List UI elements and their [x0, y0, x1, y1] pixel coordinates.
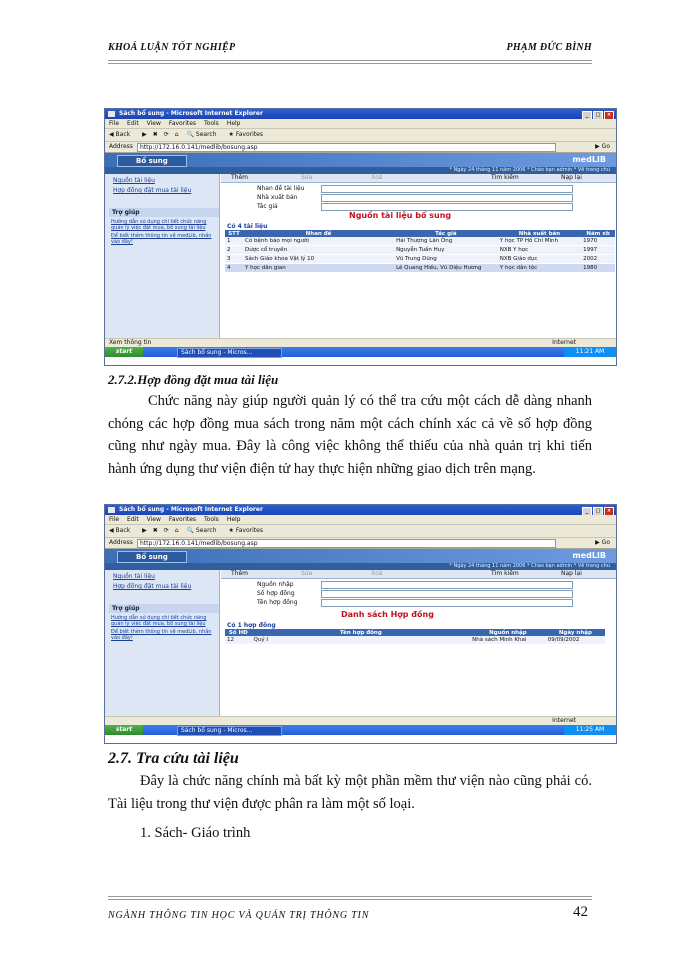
list-heading: Danh sách Hợp đồng [341, 610, 434, 619]
status-zone: Internet [552, 717, 576, 724]
address-input[interactable]: http://172.16.0.141/medlib/bosung.asp [137, 143, 556, 152]
header-right: PHẠM ĐỨC BÌNH [506, 42, 592, 53]
field-label-title: Nhan đề tài liệu [257, 185, 305, 192]
contract-name-input[interactable] [321, 599, 573, 607]
favorites-button[interactable]: ★ Favorites [228, 131, 263, 138]
window-title: Sách bổ sung - Microsoft Internet Explorer [119, 110, 263, 117]
start-button[interactable]: start [105, 347, 143, 357]
table-row[interactable] [225, 264, 615, 273]
table-cell: 1 [225, 237, 243, 246]
back-button[interactable]: ◀ Back [109, 131, 131, 138]
table-cell: Nhà sách Minh Khai [470, 636, 546, 645]
section-paragraph-contracts: Chức năng này giúp người quản lý có thể tra cứu một cách dễ dàng nhanh chóng các hợp đồng mua sách trong năm một cách chính xác cả về số hợp đồng cũng như ngày mua. Đây là công việc không thể thiếu của nhà quản trị khi tiến hành ứng dụng thư viện điện tử hay thực hiện những giao dịch trên mạng. [108, 393, 592, 477]
action-tabs [221, 174, 616, 183]
sidebar [105, 570, 220, 716]
tab-delete[interactable]: Xoá [371, 174, 383, 181]
table-header [225, 230, 615, 237]
col-header: Nhà xuất bản [498, 230, 581, 237]
table-cell: 4 [225, 264, 243, 273]
date-bar: * Ngày 24 tháng 11 năm 2006 * Chào bạn admin * Về trang chủ [105, 167, 616, 174]
tab-search[interactable]: Tìm kiếm [491, 570, 519, 577]
help-link-info[interactable]: Để biết thêm thông tin về medLib, nhấn vào đây! [111, 233, 212, 245]
table-cell: NXB Y học [498, 246, 581, 255]
tab-add[interactable]: Thêm [231, 174, 249, 181]
search-button[interactable]: 🔍 Search [186, 527, 217, 534]
result-count: Có 4 tài liệu [227, 223, 268, 230]
action-tabs [221, 570, 616, 579]
status-bar [105, 716, 616, 725]
title-input[interactable] [321, 185, 573, 193]
field-label-contract-name: Tên hợp đồng [257, 599, 298, 606]
table-cell: Y học dân tộc [498, 264, 581, 273]
status-text: Xem thông tin [109, 339, 152, 346]
banner-title: Bổ sung [117, 155, 187, 167]
window-title: Sách bổ sung - Microsoft Internet Explorer [119, 506, 263, 513]
publisher-input[interactable] [321, 194, 573, 202]
app-banner [105, 549, 616, 563]
help-title: Trợ giúp [109, 604, 219, 613]
help-link-guide[interactable]: Hướng dẫn sử dụng chi tiết chức năng quản lý việc đặt mua, bổ sung tài liệu [111, 615, 207, 627]
tab-edit[interactable]: Sửa [301, 570, 313, 577]
close-button[interactable]: × [604, 507, 614, 516]
table-cell: Sách Giáo khoa Vật lý 10 [243, 255, 394, 264]
maximize-button[interactable]: □ [593, 507, 603, 516]
sidebar-item-sources[interactable]: Nguồn tài liệu [113, 573, 155, 580]
field-label-contract-no: Số hợp đồng [257, 590, 295, 597]
start-button[interactable]: start [105, 725, 143, 735]
source-input[interactable] [321, 581, 573, 589]
sidebar-item-contracts[interactable]: Hợp đồng đặt mua tài liệu [113, 187, 192, 194]
table-cell: 2 [225, 246, 243, 255]
menu-help[interactable]: Help [226, 516, 241, 523]
taskbar-item[interactable]: Sách bổ sung - Micros... [177, 348, 282, 358]
address-input[interactable]: http://172.16.0.141/medlib/bosung.asp [137, 539, 556, 548]
contracts-table [225, 629, 605, 645]
menu-tools[interactable]: Tools [204, 516, 219, 523]
go-button[interactable]: ▶ Go [595, 539, 610, 546]
table-cell: 09/09/2002 [546, 636, 605, 645]
address-bar [105, 142, 616, 153]
status-zone: Internet [552, 339, 576, 346]
table-row[interactable] [225, 246, 615, 255]
tab-reload[interactable]: Nạp lại [561, 570, 582, 577]
tab-edit[interactable]: Sửa [301, 174, 313, 181]
field-label-source: Nguồn nhập [257, 581, 294, 588]
minimize-button[interactable]: _ [582, 111, 592, 120]
medlib-logo: medLIB [572, 155, 606, 164]
main-panel [221, 174, 616, 338]
col-header: STT [225, 230, 243, 237]
close-button[interactable]: × [604, 111, 614, 120]
table-cell: Cỏ bệnh báo mọi người [243, 237, 394, 246]
page-header [108, 42, 592, 58]
screenshot-1 [104, 108, 617, 366]
header-rule [108, 60, 592, 64]
section-heading-contracts: 2.7.2.Hợp đồng đặt mua tài liệu [108, 372, 279, 387]
go-button[interactable]: ▶ Go [595, 143, 610, 150]
author-input[interactable] [321, 203, 573, 211]
forward-button[interactable]: ▶ [142, 527, 147, 534]
table-cell: Y học dân gian [243, 264, 394, 273]
forward-button[interactable]: ▶ [142, 131, 147, 138]
menu-help[interactable]: Help [226, 120, 241, 127]
taskbar-item[interactable]: Sách bổ sung - Micros... [177, 726, 282, 736]
result-count: Có 1 hợp đồng [227, 622, 276, 629]
table-cell: 2002 [581, 255, 615, 264]
toolbar [105, 525, 616, 538]
taskbar [105, 347, 616, 357]
col-header: Số HĐ [225, 629, 252, 636]
favorites-button[interactable]: ★ Favorites [228, 527, 263, 534]
col-header: Ngày nhập [546, 629, 605, 636]
table-row[interactable] [225, 237, 615, 246]
results-table [225, 230, 615, 273]
table-row[interactable] [225, 255, 615, 264]
table-cell: Y học TP Hồ Chí Minh [498, 237, 581, 246]
medlib-logo: medLIB [572, 551, 606, 560]
stop-icon[interactable]: ✖ [152, 131, 158, 138]
ie-icon [108, 507, 115, 513]
page-number: 42 [573, 904, 588, 920]
table-cell: 1970 [581, 237, 615, 246]
footer-text: NGÀNH THÔNG TIN HỌC VÀ QUẢN TRỊ THÔNG TIN [108, 910, 370, 921]
table-cell: 1980 [581, 264, 615, 273]
clock: 11:25 AM [564, 725, 616, 735]
menu-file[interactable]: File [109, 120, 120, 127]
field-label-author: Tác giả [257, 203, 278, 210]
maximize-button[interactable]: □ [593, 111, 603, 120]
status-bar [105, 338, 616, 347]
footer-rule [108, 896, 592, 900]
list-heading: Nguồn tài liệu bổ sung [349, 211, 452, 220]
date-bar: * Ngày 24 tháng 11 năm 2006 * Chào bạn admin * Về trang chủ [105, 563, 616, 570]
col-header: Nguồn nhập [470, 629, 546, 636]
col-header: Tên hợp đồng [252, 629, 471, 636]
clock: 11:21 AM [564, 347, 616, 357]
menu-favorites[interactable]: Favorites [168, 516, 197, 523]
refresh-icon[interactable]: ⟳ [163, 527, 169, 534]
sidebar [105, 174, 220, 338]
tab-add[interactable]: Thêm [231, 570, 249, 577]
field-label-publisher: Nhà xuất bản [257, 194, 298, 201]
address-bar [105, 538, 616, 549]
title-bar [105, 109, 616, 119]
table-cell: 3 [225, 255, 243, 264]
list-item-books: 1. Sách- Giáo trình [140, 825, 251, 841]
section-paragraph-lookup: Đây là chức năng chính mà bất kỳ một phần mềm thư viện nào cũng phải có. Tài liệu trong thư viện được phân ra làm một số loại. [108, 773, 592, 812]
menu-view[interactable]: View [146, 120, 161, 127]
help-title: Trợ giúp [109, 208, 219, 217]
main-panel [221, 570, 616, 716]
minimize-button[interactable]: _ [582, 507, 592, 516]
table-cell: Nguyễn Tuấn Huy [394, 246, 498, 255]
menu-view[interactable]: View [146, 516, 161, 523]
menu-edit[interactable]: Edit [127, 516, 139, 523]
col-header: Nhan đề [243, 230, 394, 237]
page-content [105, 570, 616, 716]
menu-edit[interactable]: Edit [127, 120, 139, 127]
table-cell: Vũ Trung Dũng [394, 255, 498, 264]
tab-reload[interactable]: Nạp lại [561, 174, 582, 181]
toolbar [105, 129, 616, 142]
back-button[interactable]: ◀ Back [109, 527, 131, 534]
contract-no-input[interactable] [321, 590, 573, 598]
screenshot-2 [104, 504, 617, 744]
help-link-info[interactable]: Để biết thêm thông tin về medLib, nhấn vào đây! [111, 629, 212, 641]
table-cell: Dược cổ truyền [243, 246, 394, 255]
section-heading-lookup: 2.7. Tra cứu tài liệu [108, 750, 239, 767]
table-header [225, 629, 605, 636]
table-row[interactable] [225, 636, 605, 645]
menu-favorites[interactable]: Favorites [168, 120, 197, 127]
sidebar-item-sources[interactable]: Nguồn tài liệu [113, 177, 155, 184]
tab-delete[interactable]: Xoá [371, 570, 383, 577]
address-label: Address [109, 143, 133, 150]
help-link-guide[interactable]: Hướng dẫn sử dụng chi tiết chức năng quản lý việc đặt mua, bổ sung tài liệu [111, 219, 207, 231]
home-icon[interactable]: ⌂ [174, 527, 179, 534]
taskbar [105, 725, 616, 735]
title-bar [105, 505, 616, 515]
table-cell: 1997 [581, 246, 615, 255]
header-left: KHOÁ LUẬN TỐT NGHIỆP [108, 42, 236, 53]
col-header: Tác giả [394, 230, 498, 237]
stop-icon[interactable]: ✖ [152, 527, 158, 534]
search-button[interactable]: 🔍 Search [186, 131, 217, 138]
home-icon[interactable]: ⌂ [174, 131, 179, 138]
col-header: Năm xb [581, 230, 615, 237]
table-cell: NXB Giáo dục [498, 255, 581, 264]
menu-file[interactable]: File [109, 516, 120, 523]
sidebar-item-contracts[interactable]: Hợp đồng đặt mua tài liệu [113, 583, 192, 590]
table-cell: Quý I [252, 636, 471, 645]
address-label: Address [109, 539, 133, 546]
tab-search[interactable]: Tìm kiếm [491, 174, 519, 181]
table-cell: 12 [225, 636, 252, 645]
menu-bar [105, 515, 616, 525]
ie-icon [108, 111, 115, 117]
refresh-icon[interactable]: ⟳ [163, 131, 169, 138]
menu-bar [105, 119, 616, 129]
menu-tools[interactable]: Tools [204, 120, 219, 127]
banner-title: Bổ sung [117, 551, 187, 563]
app-banner [105, 153, 616, 167]
table-cell: Lê Quang Hiếu, Vũ Diệu Hương [394, 264, 498, 273]
page-content [105, 174, 616, 338]
table-cell: Hải Thượng Lãn Ông [394, 237, 498, 246]
